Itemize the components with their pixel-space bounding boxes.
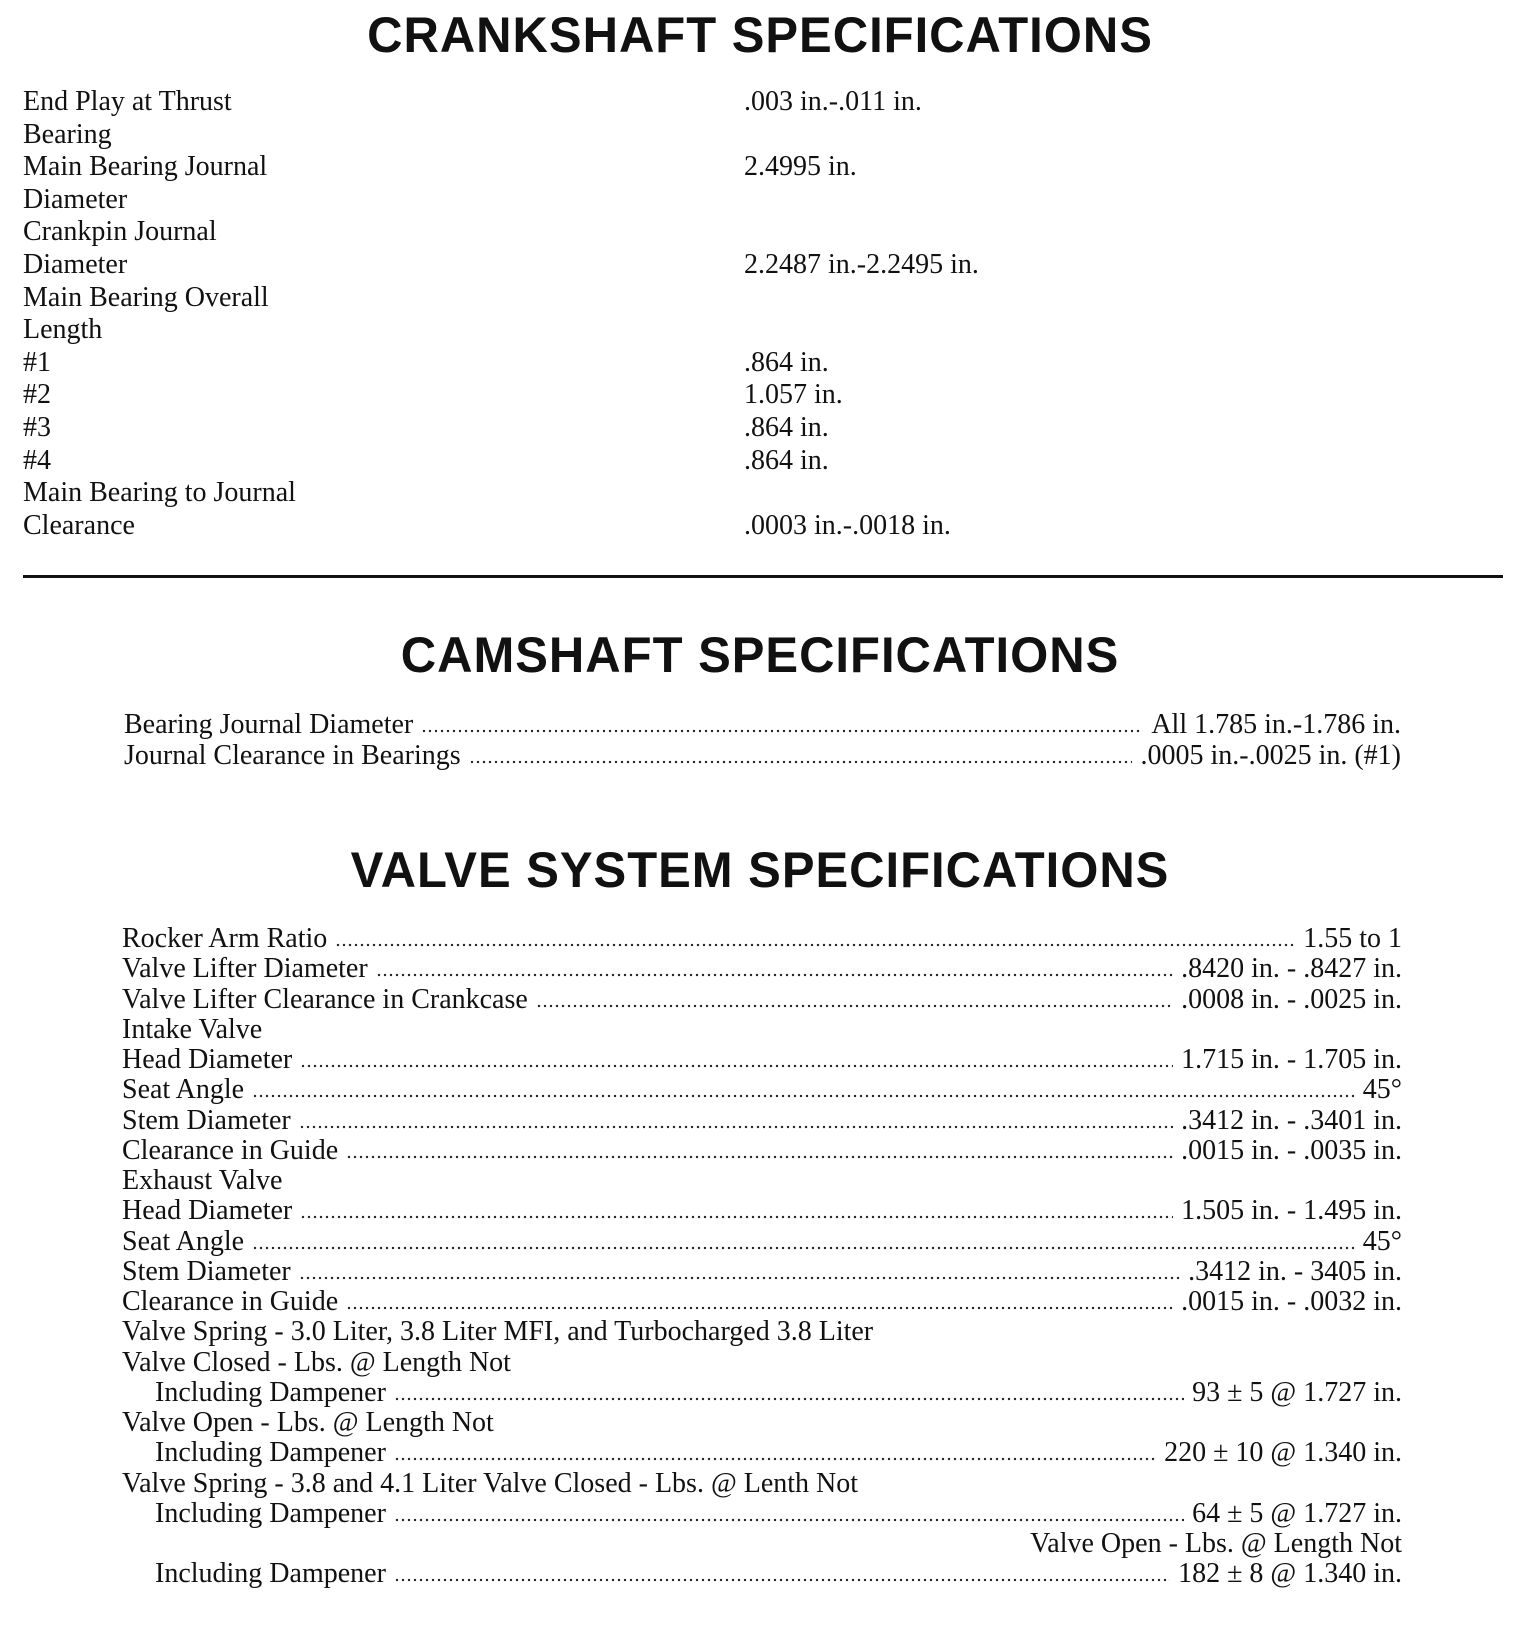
spec-value: 64 ± 5 @ 1.727 in.: [1192, 1497, 1402, 1529]
section-divider: [23, 575, 1503, 578]
spec-row: [122, 1227, 1402, 1257]
spec-value: .0005 in.-.0025 in. (#1): [1140, 739, 1401, 771]
spec-value: .0015 in. - .0035 in.: [1181, 1134, 1402, 1166]
spec-value: .3412 in. - 3405 in.: [1188, 1255, 1402, 1287]
spec-value: 93 ± 5 @ 1.727 in.: [1192, 1376, 1402, 1408]
spec-heading: Valve Open - Lbs. @ Length Not: [1030, 1528, 1402, 1559]
dot-leader: [299, 1125, 1173, 1129]
dot-leader: [536, 1004, 1173, 1008]
spec-row: [124, 710, 1401, 740]
spec-row: [23, 118, 1503, 151]
spec-label: Length: [23, 314, 103, 346]
spec-label: Clearance in Guide: [122, 1286, 339, 1317]
spec-label: Main Bearing Journal: [23, 151, 268, 183]
dot-leader: [421, 729, 1143, 733]
spec-label: Clearance in Guide: [122, 1134, 339, 1166]
spec-row: [122, 985, 1402, 1015]
spec-label: Crankpin Journal: [23, 216, 217, 248]
spec-row: [23, 85, 1503, 118]
dot-leader: [376, 973, 1173, 977]
dot-leader: [346, 1155, 1173, 1159]
spec-row: [23, 150, 1503, 183]
spec-row: [122, 924, 1402, 954]
spec-label: Journal Clearance in Bearings: [124, 739, 461, 771]
spec-label: End Play at Thrust: [23, 86, 232, 117]
spec-row: [122, 954, 1402, 984]
spec-label: #3: [23, 412, 51, 443]
spec-row: [23, 509, 1503, 542]
spec-label: #1: [23, 346, 51, 378]
spec-row: [23, 281, 1503, 314]
spec-value: .0008 in. - .0025 in.: [1181, 983, 1402, 1015]
spec-value: .003 in.-.011 in.: [744, 86, 922, 117]
spec-value: .0015 in. - .0032 in.: [1181, 1286, 1402, 1317]
spec-value: 45°: [1362, 1225, 1402, 1257]
spec-value: .864 in.: [744, 346, 829, 378]
spec-label: Main Bearing to Journal: [23, 477, 296, 509]
spec-value: 220 ± 10 @ 1.340 in.: [1164, 1437, 1402, 1469]
spec-row: [122, 1257, 1402, 1287]
spec-heading: Intake Valve: [122, 1013, 263, 1045]
spec-label: Seat Angle: [122, 1225, 245, 1257]
spec-row: [23, 183, 1503, 216]
spec-label: Clearance: [23, 509, 135, 541]
dot-leader: [299, 1276, 1180, 1280]
spec-value: 1.55 to 1: [1303, 923, 1402, 954]
spec-label: Seat Angle: [122, 1074, 245, 1106]
spec-heading: Exhaust Valve: [122, 1165, 283, 1196]
spec-value: .864 in.: [744, 444, 829, 476]
spec-row: [122, 1196, 1402, 1226]
spec-row: [23, 215, 1503, 248]
spec-row: [23, 346, 1503, 379]
spec-row: [23, 378, 1503, 411]
spec-value: .3412 in. - .3401 in.: [1181, 1104, 1402, 1136]
spec-row: [122, 1287, 1402, 1317]
spec-label: Bearing: [23, 118, 112, 150]
spec-row: [155, 1438, 1402, 1468]
dot-leader: [300, 1215, 1173, 1219]
spec-label: Main Bearing Overall: [23, 281, 269, 313]
spec-label: Including Dampener: [155, 1376, 386, 1408]
spec-row: [23, 476, 1503, 509]
spec-label: Bearing Journal Diameter: [124, 709, 414, 740]
dot-leader: [252, 1094, 1355, 1098]
spec-label: Valve Lifter Diameter: [122, 953, 368, 985]
spec-label: Including Dampener: [155, 1558, 386, 1590]
spec-label: Rocker Arm Ratio: [122, 923, 328, 954]
dot-leader: [300, 1064, 1173, 1068]
spec-heading: Valve Closed - Lbs. @ Length Not: [122, 1346, 511, 1378]
spec-label: Valve Lifter Clearance in Crankcase: [122, 983, 528, 1015]
spec-row: [23, 313, 1503, 346]
spec-heading: Valve Spring - 3.8 and 4.1 Liter Valve Closed - Lbs. @ Lenth Not: [122, 1467, 859, 1499]
valve-title: VALVE SYSTEM SPECIFICATIONS: [350, 842, 1170, 898]
spec-value: 2.2487 in.-2.2495 in.: [744, 249, 979, 280]
dot-leader: [394, 1578, 1170, 1582]
spec-value: 1.505 in. - 1.495 in.: [1181, 1195, 1402, 1227]
spec-label: Including Dampener: [155, 1437, 386, 1469]
spec-row: [23, 248, 1503, 281]
spec-row: [23, 444, 1503, 477]
crankshaft-title: CRANKSHAFT SPECIFICATIONS: [367, 7, 1153, 63]
spec-value: 45°: [1362, 1074, 1402, 1106]
spec-label: Diameter: [23, 249, 128, 280]
spec-label: Diameter: [23, 183, 128, 215]
spec-row: [155, 1378, 1402, 1408]
camshaft-title: CAMSHAFT SPECIFICATIONS: [400, 627, 1120, 683]
dot-leader: [469, 760, 1133, 764]
spec-value: .864 in.: [744, 412, 829, 443]
dot-leader: [394, 1457, 1156, 1461]
spec-label: #2: [23, 379, 51, 411]
spec-value: 2.4995 in.: [744, 151, 857, 183]
spec-heading: Valve Open - Lbs. @ Length Not: [122, 1407, 494, 1438]
dot-leader: [335, 943, 1295, 947]
spec-value: 1.057 in.: [744, 379, 843, 411]
dot-leader: [346, 1306, 1173, 1310]
spec-row: [155, 1499, 1402, 1529]
spec-value: All 1.785 in.-1.786 in.: [1151, 709, 1401, 740]
spec-value: .8420 in. - .8427 in.: [1181, 953, 1402, 985]
spec-label: Stem Diameter: [122, 1104, 291, 1136]
spec-heading: Valve Spring - 3.0 Liter, 3.8 Liter MFI, and Turbocharged 3.8 Liter: [122, 1316, 874, 1348]
spec-label: Stem Diameter: [122, 1255, 291, 1287]
spec-label: Head Diameter: [122, 1044, 293, 1075]
spec-row: [122, 1106, 1402, 1136]
spec-row: [122, 1136, 1402, 1166]
spec-row: [124, 741, 1401, 771]
spec-row: [122, 1045, 1402, 1075]
spec-label: #4: [23, 444, 51, 476]
spec-row: [23, 411, 1503, 444]
spec-row: [155, 1559, 1402, 1589]
spec-value: 182 ± 8 @ 1.340 in.: [1178, 1558, 1402, 1590]
spec-row: [122, 1075, 1402, 1105]
dot-leader: [394, 1397, 1184, 1401]
dot-leader: [252, 1246, 1355, 1250]
spec-value: 1.715 in. - 1.705 in.: [1181, 1044, 1402, 1075]
spec-value: .0003 in.-.0018 in.: [744, 509, 951, 541]
spec-label: Including Dampener: [155, 1497, 386, 1529]
dot-leader: [394, 1518, 1184, 1522]
spec-label: Head Diameter: [122, 1195, 293, 1227]
